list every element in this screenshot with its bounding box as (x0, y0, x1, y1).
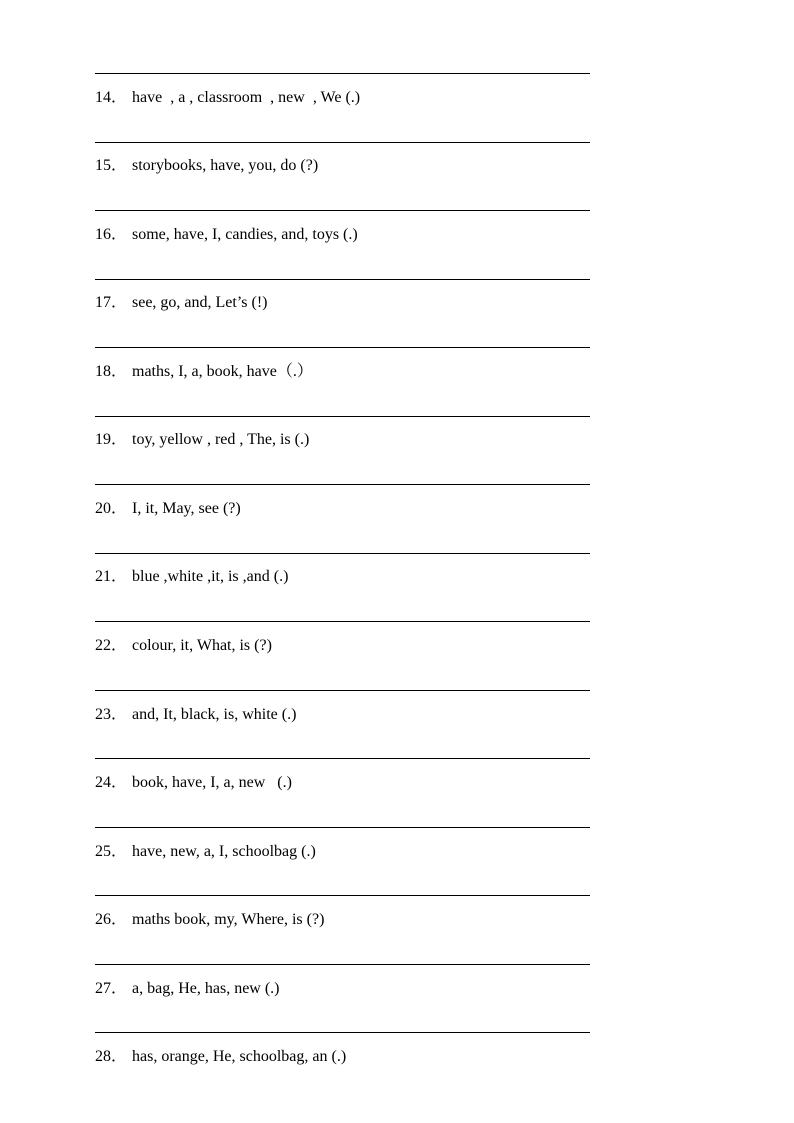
question-17 (95, 292, 268, 314)
answer-line (95, 553, 590, 554)
question-words: toy, yellow , red , The, is (.) (132, 431, 310, 448)
question-14 (95, 87, 360, 109)
answer-line (95, 142, 590, 143)
answer-line (95, 484, 590, 485)
question-words: blue ,white ,it, is ,and (.) (132, 568, 289, 585)
question-23 (95, 704, 296, 726)
question-words: colour, it, What, is (?) (132, 637, 272, 654)
question-26 (95, 909, 324, 931)
answer-line (95, 73, 590, 74)
question-number: 19． (95, 431, 128, 448)
question-number: 20． (95, 500, 128, 517)
question-number: 26． (95, 911, 128, 928)
question-words: some, have, I, candies, and, toys (.) (132, 226, 358, 243)
question-18 (95, 361, 313, 383)
question-words: book, have, I, a, new (.) (132, 774, 292, 791)
question-number: 23． (95, 706, 128, 723)
answer-line (95, 1032, 590, 1033)
question-16 (95, 224, 358, 246)
question-number: 27． (95, 980, 128, 997)
answer-line (95, 964, 590, 965)
question-words: have, new, a, I, schoolbag (.) (132, 843, 316, 860)
question-words: have , a , classroom , new , We (.) (132, 89, 361, 106)
question-number: 17． (95, 294, 128, 311)
question-25 (95, 841, 316, 863)
question-words: see, go, and, Let’s (!) (132, 294, 268, 311)
question-number: 15． (95, 157, 128, 174)
question-22 (95, 635, 272, 657)
answer-line (95, 758, 590, 759)
answer-line (95, 416, 590, 417)
question-27 (95, 978, 280, 1000)
question-words: I, it, May, see (?) (132, 500, 241, 517)
question-15 (95, 155, 318, 177)
question-number: 21． (95, 568, 128, 585)
answer-line (95, 210, 590, 211)
question-words: a, bag, He, has, new (.) (132, 980, 280, 997)
answer-line (95, 279, 590, 280)
question-words: maths book, my, Where, is (?) (132, 911, 325, 928)
answer-line (95, 347, 590, 348)
question-number: 25． (95, 843, 128, 860)
answer-line (95, 895, 590, 896)
question-19 (95, 429, 309, 451)
question-number: 24． (95, 774, 128, 791)
question-number: 28． (95, 1048, 128, 1065)
question-words: storybooks, have, you, do (?) (132, 157, 319, 174)
answer-line (95, 621, 590, 622)
question-number: 14． (95, 89, 128, 106)
question-words: maths, I, a, book, have（.） (132, 363, 313, 380)
question-number: 16． (95, 226, 128, 243)
question-number: 22． (95, 637, 128, 654)
question-24 (95, 772, 292, 794)
answer-line (95, 827, 590, 828)
question-20 (95, 498, 241, 520)
question-words: has, orange, He, schoolbag, an (.) (132, 1048, 347, 1065)
question-21 (95, 566, 288, 588)
answer-line (95, 690, 590, 691)
question-number: 18． (95, 363, 128, 380)
question-words: and, It, black, is, white (.) (132, 706, 297, 723)
question-28 (95, 1046, 346, 1068)
